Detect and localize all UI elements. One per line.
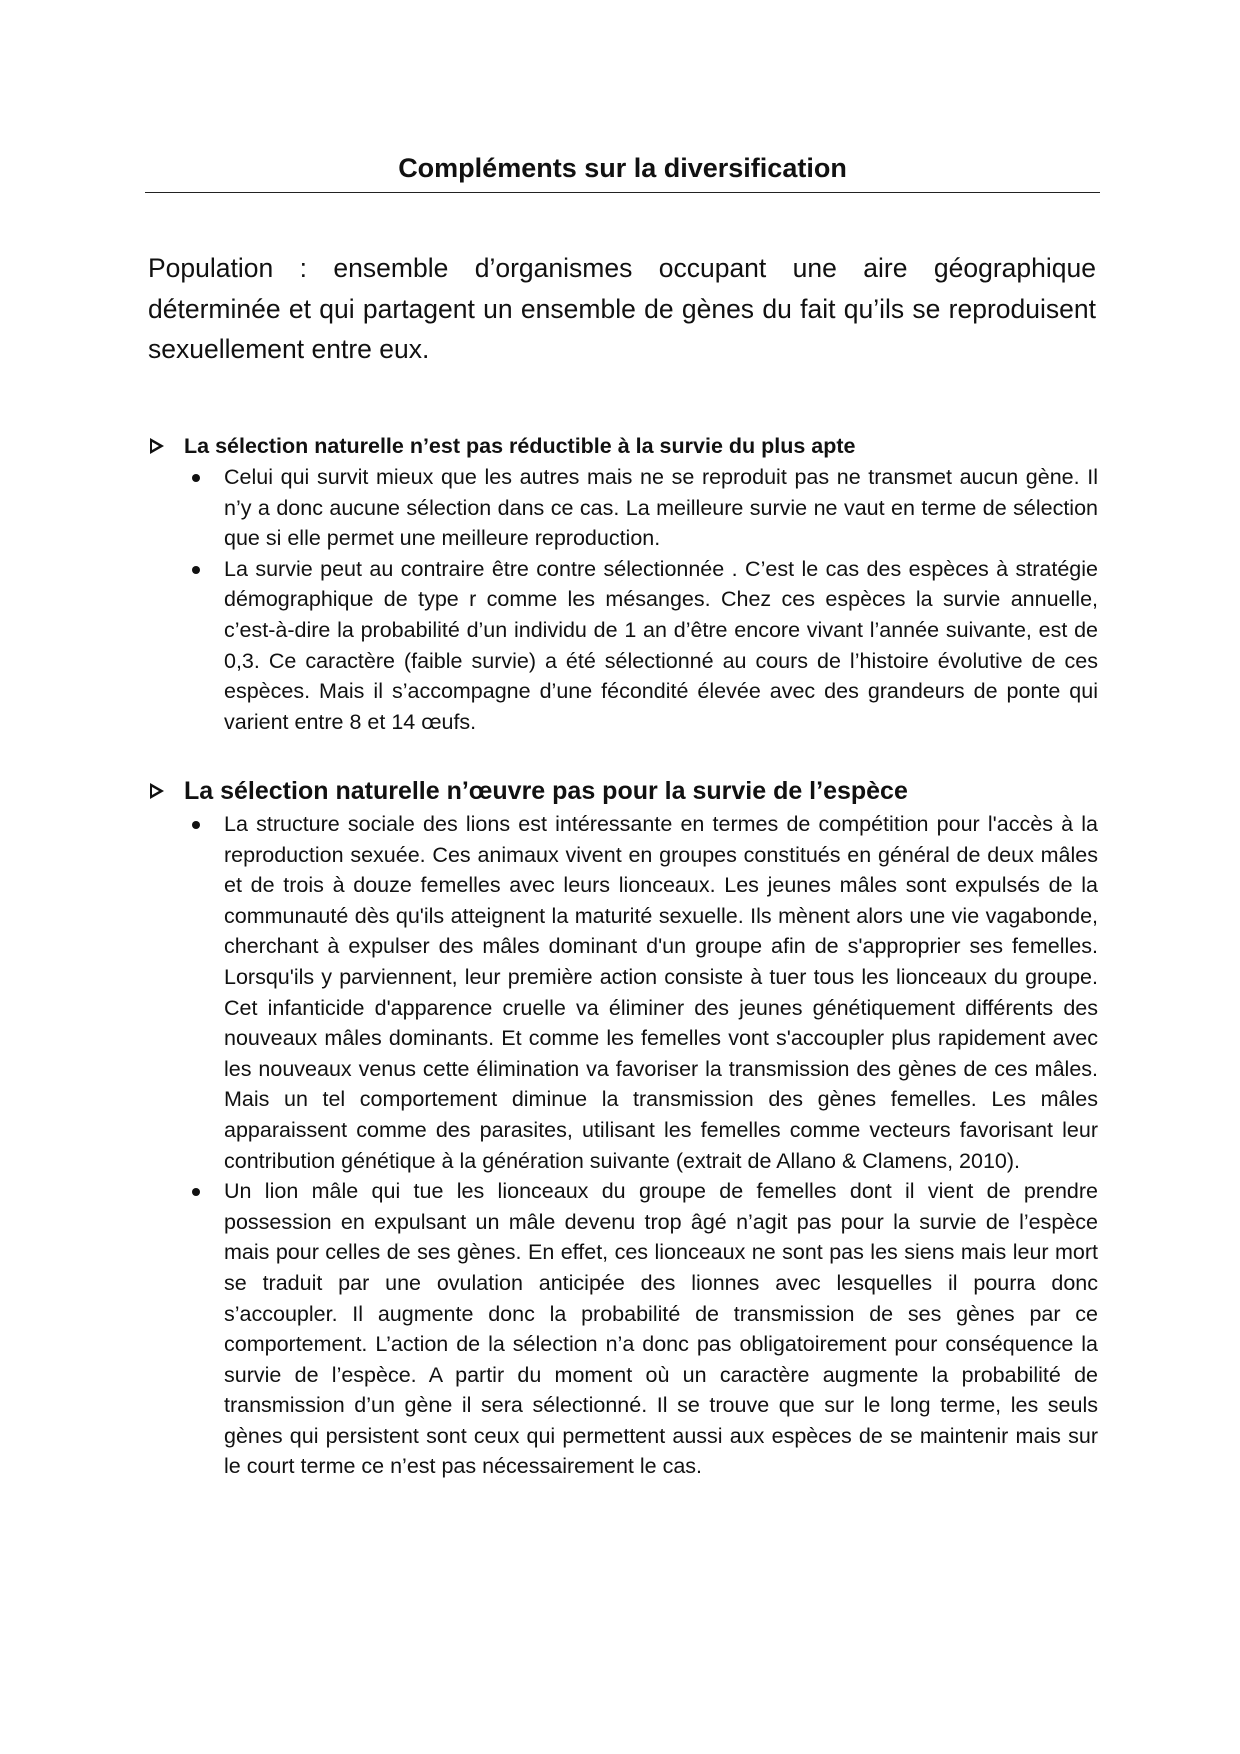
page-title: Compléments sur la diversification bbox=[398, 153, 847, 183]
list-item bbox=[148, 1176, 1098, 1482]
section-heading-text: La sélection naturelle n’œuvre pas pour la survie de l’espèce bbox=[184, 777, 908, 805]
bullet-dot-icon bbox=[192, 566, 200, 574]
bullet-dot-icon bbox=[192, 1188, 200, 1196]
list-item bbox=[148, 809, 1098, 1176]
list-item-text: Un lion mâle qui tue les lionceaux du groupe de femelles dont il vient de prendre possession en expulsant un mâle devenu trop âgé n’agit pas pour la survie de l’espèce mais pour celles de ses gènes. En effet, ces lionceaux ne sont pas les siens mais leur mort se traduit par une ovulation anticipée des lionnes avec lesquelles il pourra donc s’accoupler. Il augmente donc la probabilité de transmission de ses gènes par ce comportement. L’action de la sélection n’a donc pas obligatoirement pour conséquence la survie de l’espèce. A partir du moment où un caractère augmente la probabilité de transmission d’un gène il sera sélectionné. Il se trouve que sur le long terme, les seuls gènes qui persistent sont ceux qui permettent aussi aux espèces de se maintenir mais sur le court terme ce n’est pas nécessairement le cas. bbox=[224, 1179, 1098, 1479]
list-item-text: La structure sociale des lions est intéressante en termes de compétition pour l'accès à la reproduction sexuée. Ces animaux vivent en groupes constitués en général de deux mâles et de trois à douze femelles avec leurs lionceaux. Les jeunes mâles sont expulsés de la communauté dès qu'ils atteignent la maturité sexuelle. Ils mènent alors une vie vagabonde, cherchant à expulser des mâles dominant d'un groupe afin de s'approprier ses femelles. Lorsqu'ils y parviennent, leur première action consiste à tuer tous les lionceaux du groupe. Cet infanticide d'apparence cruelle va éliminer des jeunes génétiquement différents des nouveaux mâles dominants. Et comme les femelles vont s'accoupler plus rapidement avec les nouveaux venus cette élimination va favoriser la transmission des gènes de ces mâles. Mais un tel comportement diminue la transmission des gènes femelles. Les mâles apparaissent comme des parasites, utilisant les femelles comme vecteurs favorisant leur contribution génétique à la génération suivante (extrait de Allano & Clamens, 2010). bbox=[224, 812, 1098, 1173]
bullet-dot-icon bbox=[192, 474, 200, 482]
section-survival-of-fittest bbox=[148, 430, 1098, 737]
section-heading-text: La sélection naturelle n’est pas réductible à la survie du plus apte bbox=[184, 434, 856, 458]
list-item-text: La survie peut au contraire être contre sélectionnée . C’est le cas des espèces à stratégie démographique de type r comme les mésanges. Chez ces espèces la survie annuelle, c’est-à-dire la probabilité d’un individu de 1 an d’être encore vivant l’année suivante, est de 0,3. Ce caractère (faible survie) a été sélectionné au cours de l’histoire évolutive de ces espèces. Mais il s’accompagne d’une fécondité élevée avec des grandeurs de ponte qui varient entre 8 et 14 œufs. bbox=[224, 556, 1098, 734]
bullet-list bbox=[148, 462, 1098, 737]
arrow-bullet-icon bbox=[150, 438, 164, 454]
list-item-text: Celui qui survit mieux que les autres mais ne se reproduit pas ne transmet aucun gène. Il n’y a donc aucune sélection dans ce cas. La meilleure survie ne vaut en terme de sélection que si elle permet une meilleure reproduction. bbox=[224, 465, 1098, 551]
section-survival-of-species bbox=[148, 773, 1098, 1482]
title-block bbox=[145, 148, 1100, 188]
list-item bbox=[148, 462, 1098, 554]
title-underline bbox=[145, 192, 1100, 193]
section-heading bbox=[148, 773, 1098, 809]
population-definition: Population : ensemble d’organismes occupant une aire géographique déterminée et qui partagent un ensemble de gènes du fait qu’ils se reproduisent sexuellement entre eux. bbox=[148, 253, 1096, 364]
list-item bbox=[148, 554, 1098, 738]
arrow-bullet-icon bbox=[150, 783, 164, 799]
bullet-dot-icon bbox=[192, 821, 200, 829]
section-heading bbox=[148, 430, 1098, 462]
bullet-list bbox=[148, 809, 1098, 1482]
